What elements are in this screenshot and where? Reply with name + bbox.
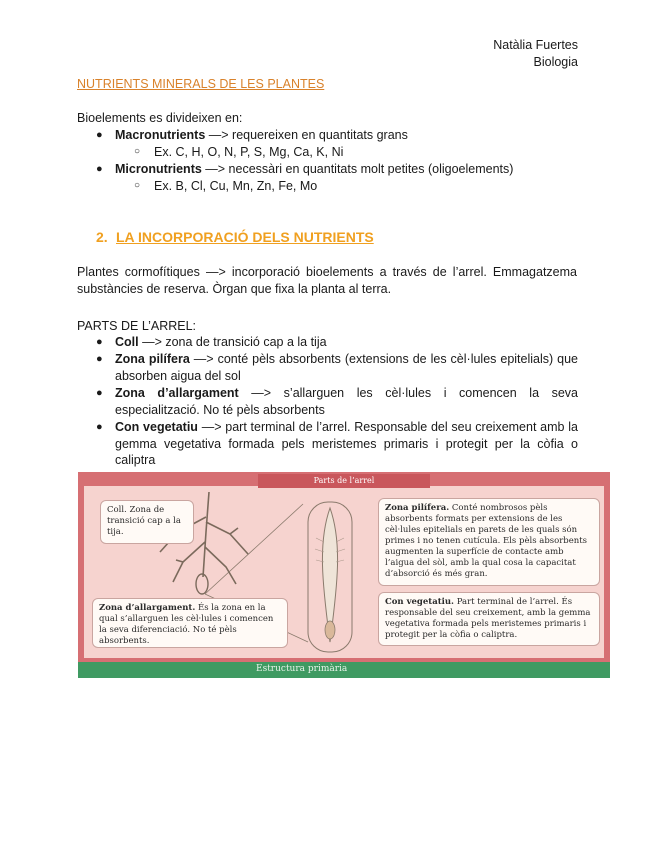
cormofitiques-paragraph: Plantes cormofítiques —> incorporació bioelements a través de l’arrel. Emmagatzema substàncies de reserva. Òrgan que fixa la planta al terra.	[77, 265, 577, 296]
bullet-icon: ●	[96, 421, 103, 433]
section-number: 2.	[96, 229, 108, 245]
intro-text: Bioelements es divideixen en:	[77, 111, 243, 125]
part-label: Zona pilífera	[115, 352, 190, 366]
section-title: LA INCORPORACIÓ DELS NUTRIENTS	[116, 229, 374, 245]
bullet-icon: ●	[96, 353, 103, 365]
header-block	[493, 37, 578, 70]
macro-label: Macronutrients	[115, 128, 206, 142]
side-root	[205, 547, 236, 584]
micro-text: —> necessàri en quantitats molt petites (oligoelements)	[201, 162, 514, 176]
bottom-strip-text: Estructura primària	[256, 664, 348, 674]
part-item-coll	[96, 334, 578, 351]
part-text: —> conté pèls absorbents (extensions de les cèl·lules epitelials) que absorben aigua del sol	[115, 352, 578, 383]
part-item-allargament	[96, 385, 579, 418]
bullet-icon: ●	[96, 336, 103, 348]
con-text: Part terminal de l’arrel. És responsable del seu creixement, amb la gemma vegetativa formada pels meristemes primaris i protegit per la còfia o caliptra.	[385, 597, 591, 640]
allargament-lead: Zona d’allargament.	[99, 603, 196, 613]
coll-text: Coll. Zona de transició cap a la tija.	[107, 505, 181, 537]
main-root	[203, 492, 209, 577]
micro-item	[96, 161, 514, 178]
figure-bottom-strip	[78, 662, 610, 678]
figure-banner: Parts de l’arrel	[258, 474, 430, 488]
micro-example	[134, 178, 318, 195]
part-label: Coll	[115, 335, 139, 349]
label-pilifera	[378, 498, 600, 586]
part-text: —> part terminal de l’arrel. Responsable del seu creixement amb la gemma vegetativa formada pels meristemes primaris i protegit per la còfia o caliptra	[115, 420, 578, 467]
part-label: Con vegetatiu	[115, 420, 198, 434]
macro-item	[96, 127, 408, 144]
pilifera-text: Conté nombrosos pèls absorbents formats per extensions de les cèl·lules epitelials en parets de les quals són primes i no tenen cutícula. Els pèls absorbents augmenten la superfície de contacte amb l’aigua del sòl, amb la qual cosa la capacitat d’absorció és més gran.	[385, 503, 588, 579]
micro-example-text: Ex. B, Cl, Cu, Mn, Zn, Fe, Mo	[154, 179, 318, 193]
author-name: Natàlia Fuertes	[493, 38, 578, 52]
side-root	[173, 542, 205, 582]
circle-bullet-icon: ○	[134, 180, 141, 191]
label-allargament	[92, 598, 288, 648]
macro-text: —> requereixen en quantitats grans	[205, 128, 408, 142]
macro-example-text: Ex. C, H, O, N, P, S, Mg, Ca, K, Ni	[154, 145, 344, 159]
zoom-line	[205, 504, 303, 594]
part-text: —> s’allarguen les cèl·lules i comencen la seva especialització. No té pèls absorbents	[115, 386, 579, 417]
pilifera-lead: Zona pilífera.	[385, 503, 450, 513]
part-label: Zona d’allargament	[115, 386, 239, 400]
micro-label: Micronutrients	[115, 162, 202, 176]
part-item-con-vegetatiu	[96, 419, 578, 469]
label-con-vegetatiu	[378, 592, 600, 646]
part-item-pilifera	[96, 351, 578, 384]
bullet-icon: ●	[96, 129, 103, 141]
macro-example	[134, 144, 344, 161]
side-root	[206, 522, 248, 554]
root-parts-figure	[78, 472, 610, 678]
bullet-icon: ●	[96, 163, 103, 175]
document-title: NUTRIENTS MINERALS DE LES PLANTES	[77, 77, 325, 91]
part-text: —> zona de transició cap a la tija	[138, 335, 327, 349]
label-coll	[100, 500, 194, 544]
section-heading	[96, 229, 374, 245]
root-cap	[325, 621, 335, 639]
allargament-text: És la zona en la qual s’allarguen les cèl·lules i comencen la seva diferenciació. No té pèls absorbents.	[99, 603, 274, 646]
subject-name: Biologia	[533, 54, 578, 69]
root-tip-highlight	[196, 574, 208, 594]
con-lead: Con vegetatiu.	[385, 597, 455, 607]
bullet-icon: ●	[96, 387, 103, 399]
circle-bullet-icon: ○	[134, 146, 141, 157]
parts-title: PARTS DE L’ARREL:	[77, 319, 197, 333]
